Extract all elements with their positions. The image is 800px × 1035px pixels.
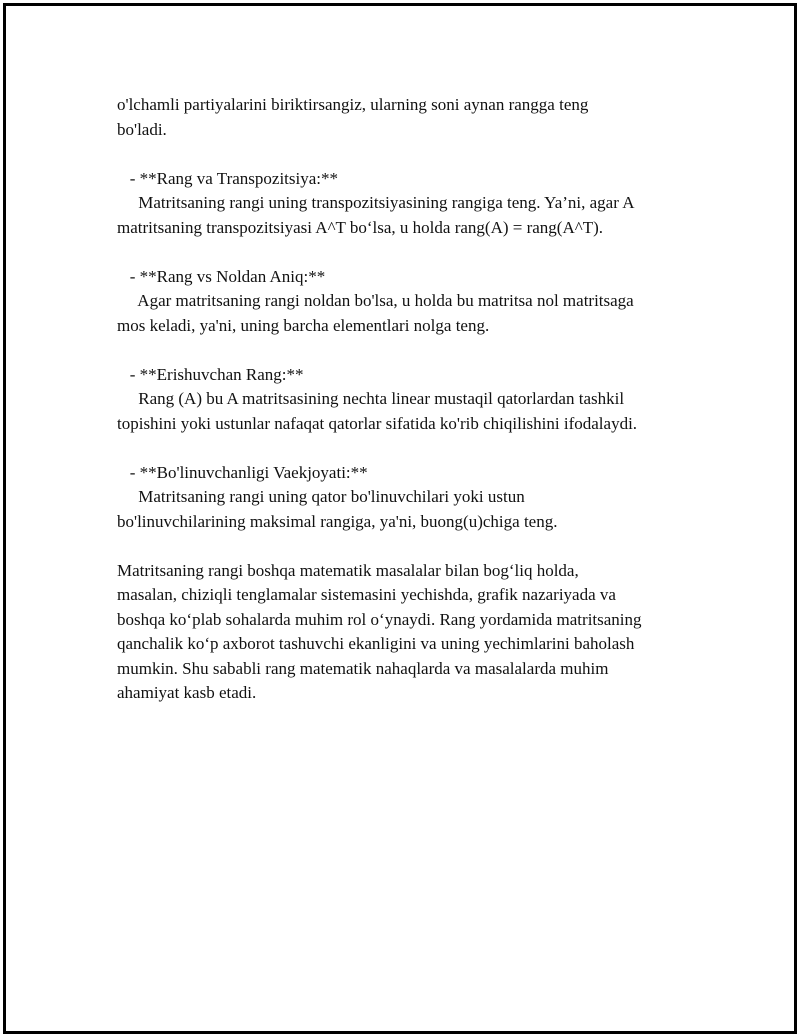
section-heading: - **Bo'linuvchanligi Vaekjoyati:** bbox=[117, 462, 368, 482]
document-body bbox=[117, 93, 697, 706]
section-heading: - **Rang vs Noldan Aniq:** bbox=[117, 266, 326, 286]
text-line: Matritsaning rangi boshqa matematik masalalar bilan bog‘liq holda, bbox=[117, 560, 579, 580]
section-rang-vs-noldan-aniq bbox=[117, 265, 697, 339]
section-heading: - **Erishuvchan Rang:** bbox=[117, 364, 304, 384]
conclusion-paragraph bbox=[117, 559, 697, 706]
section-heading: - **Rang va Transpozitsiya:** bbox=[117, 168, 338, 188]
section-bolinuvchanligi bbox=[117, 461, 697, 535]
text-line: Agar matritsaning rangi noldan bo'lsa, u holda bu matritsa nol matritsaga bbox=[117, 291, 634, 310]
text-line: masalan, chiziqli tenglamalar sistemasini yechishda, grafik nazariyada va bbox=[117, 585, 616, 604]
section-erishuvchan-rang bbox=[117, 363, 697, 437]
text-line: bo'ladi. bbox=[117, 119, 167, 139]
text-line: mos keladi, ya'ni, uning barcha elementlari nolga teng. bbox=[117, 315, 490, 335]
text-line: ahamiyat kasb etadi. bbox=[117, 683, 257, 702]
text-line: Rang (A) bu A matritsasining nechta linear mustaqil qatorlardan tashkil bbox=[117, 389, 625, 408]
text-line: bo'linuvchilarining maksimal rangiga, ya'ni, buong(u)chiga teng. bbox=[117, 511, 558, 531]
intro-paragraph bbox=[117, 93, 697, 142]
section-rang-va-transpozitsiya bbox=[117, 167, 697, 241]
text-line: mumkin. Shu sababli rang matematik nahaqlarda va masalalarda muhim bbox=[117, 658, 609, 678]
text-line: boshqa ko‘plab sohalarda muhim rol o‘ynaydi. Rang yordamida matritsaning bbox=[117, 609, 642, 629]
text-line: topishini yoki ustunlar nafaqat qatorlar sifatida ko'rib chiqilishini ifodalaydi. bbox=[117, 413, 638, 433]
text-line: o'lchamli partiyalarini biriktirsangiz, ularning soni aynan rangga teng bbox=[117, 95, 589, 114]
text-line: Matritsaning rangi uning transpozitsiyasining rangiga teng. Ya’ni, agar A bbox=[117, 193, 635, 212]
text-line: qanchalik ko‘p axborot tashuvchi ekanligini va uning yechimlarini baholash bbox=[117, 634, 635, 653]
text-line: matritsaning transpozitsiyasi A^T bo‘lsa, u holda rang(A) = rang(A^T). bbox=[117, 217, 604, 237]
text-line: Matritsaning rangi uning qator bo'linuvchilari yoki ustun bbox=[117, 487, 525, 506]
